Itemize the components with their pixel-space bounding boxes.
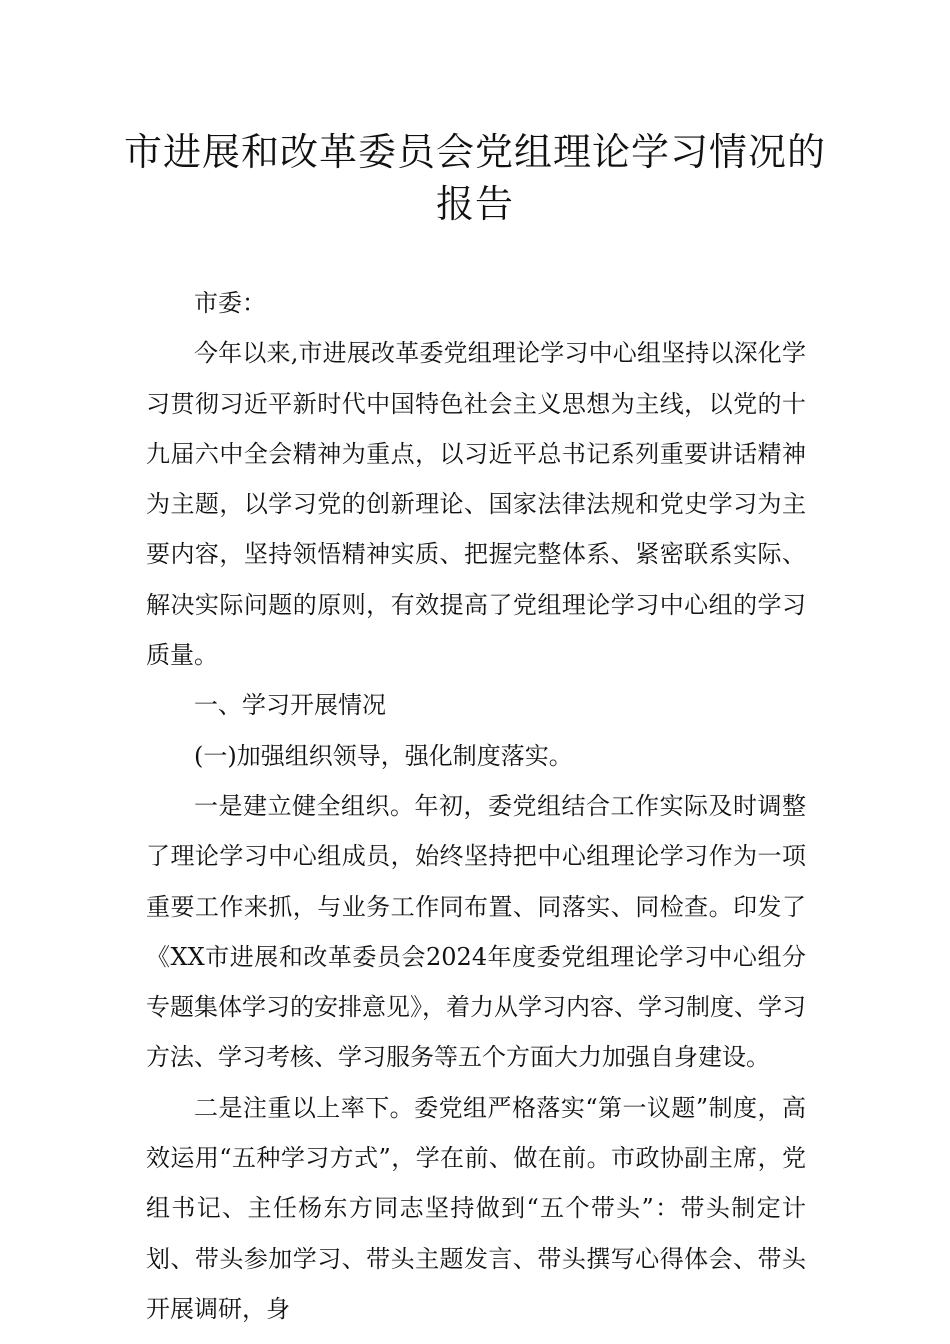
paragraph-organization: 一是建立健全组织。年初，委党组结合工作实际及时调整了理论学习中心组成员，始终坚持把中心组理论学习作为一项重要工作来抓，与业务工作同布置、同落实、同检查。印发了《XX市进展和改革委员会2024年度委党组理论学习中心组分专题集体学习的安排意见》，着力从学习内容、学习制度、学习方法、学习考核、学习服务等五个方面大力加强自身建设。 bbox=[146, 791, 806, 1072]
document-body bbox=[146, 278, 806, 1334]
subsection-heading: (一)加强组织领导，强化制度落实。 bbox=[194, 741, 573, 770]
salutation: 市委： bbox=[194, 289, 266, 317]
paragraph-leadership: 二是注重以上率下。委党组严格落实“第一议题”制度，高效运用“五种学习方式”，学在前、做在前。市政协副主席，党组书记、主任杨东方同志坚持做到“五个带头”：带头制定计划、带头参加学习、带头主题发言、带头撰写心得体会、带头开展调研，身 bbox=[146, 1093, 806, 1323]
section-heading: 一、学习开展情况 bbox=[194, 691, 386, 720]
paragraph-intro: 今年以来,市进展改革委党组理论学习中心组坚持以深化学习贯彻习近平新时代中国特色社会主义思想为主线，以党的十九届六中全会精神为重点，以习近平总书记系列重要讲话精神为主题，以学习党的创新理论、国家法律法规和党史学习为主要内容，坚持领悟精神实质、把握完整体系、紧密联系实际、解决实际问题的原则，有效提高了党组理论学习中心组的学习质量。 bbox=[146, 339, 806, 670]
document-title: 市进展和改革委员会党组理论学习情况的报告 bbox=[123, 130, 826, 226]
